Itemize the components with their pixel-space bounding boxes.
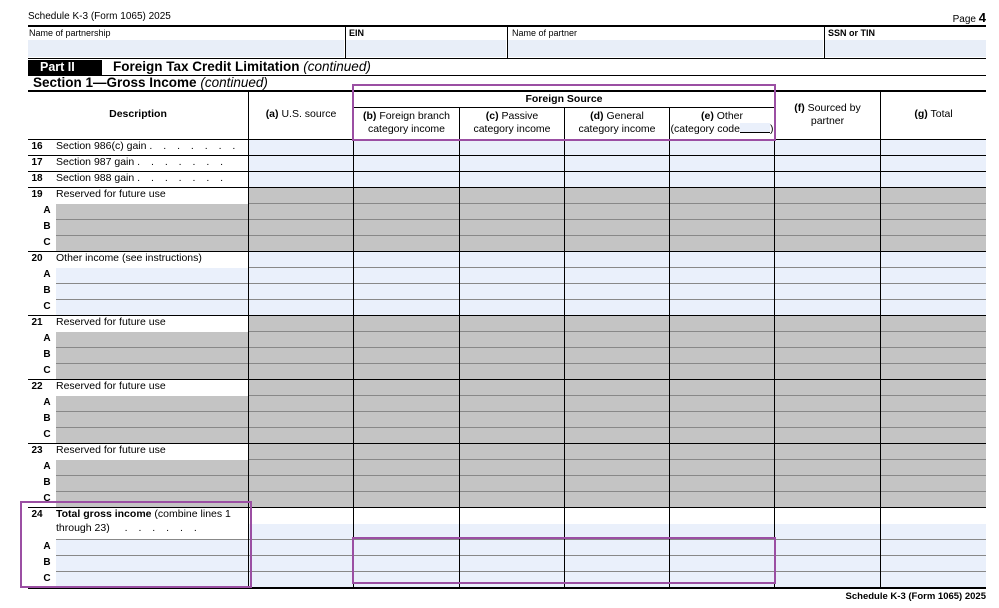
- line-17-col-c-input[interactable]: [460, 156, 564, 171]
- line-19a-desc-shade: [56, 204, 248, 219]
- page-number: 4: [978, 10, 986, 25]
- line-21-sub-c: C: [43, 365, 51, 376]
- col-b-letter: (b): [363, 110, 377, 122]
- line-21-number: 21: [31, 317, 43, 328]
- line-23-sub-a: A: [43, 461, 51, 472]
- col-f-label-1: Sourced by: [807, 102, 861, 114]
- line-21a-col-g-shade: [881, 332, 986, 347]
- line-23-sub-c: C: [43, 493, 51, 504]
- line-21a-col-b-shade: [354, 332, 459, 347]
- line-23a-col-g-shade: [881, 460, 986, 475]
- line-21-col-b-shade: [354, 316, 459, 331]
- line-20-col-a-input[interactable]: [249, 252, 353, 267]
- line-23b-col-b-shade: [354, 476, 459, 491]
- line-22c-col-f-shade: [775, 428, 880, 443]
- col-e-label-1: Other: [716, 110, 744, 122]
- line-17-col-f-input[interactable]: [775, 156, 880, 171]
- line-23c-col-b-shade: [354, 492, 459, 507]
- page-indicator: [953, 10, 986, 25]
- ssn-tin-input[interactable]: [825, 40, 986, 57]
- partner-name-input[interactable]: [508, 40, 823, 57]
- line-18-col-d-input[interactable]: [565, 172, 669, 187]
- line-21-col-g-shade: [881, 316, 986, 331]
- part-title-suffix: (continued): [303, 59, 371, 74]
- line-20b-desc-field[interactable]: [56, 284, 248, 299]
- line-16-label: [56, 140, 239, 152]
- line-22a-col-f-shade: [775, 396, 880, 411]
- line-16-col-f-input[interactable]: [775, 140, 880, 155]
- col-f-header: [775, 102, 880, 128]
- line-21c-col-g-shade: [881, 364, 986, 379]
- line-20-col-d-input[interactable]: [565, 252, 669, 267]
- line-19b-col-c-shade: [460, 220, 564, 235]
- line-22b-col-b-shade: [354, 412, 459, 427]
- line-23a-col-e-shade: [670, 460, 774, 475]
- line-17-col-b-input[interactable]: [354, 156, 459, 171]
- line-24b-col-a-input[interactable]: [249, 556, 353, 571]
- line-20c-col-e-input[interactable]: [670, 300, 774, 315]
- line-20c-col-g-input[interactable]: [881, 300, 986, 315]
- line-21b-desc-shade: [56, 348, 248, 363]
- line-24-cont-col-g-input[interactable]: [881, 524, 986, 539]
- ein-label: EIN: [349, 28, 365, 38]
- line-23b-desc-shade: [56, 476, 248, 491]
- line-19b-col-e-shade: [670, 220, 774, 235]
- col-g-header: [881, 108, 986, 121]
- col-f-letter: (f): [794, 102, 805, 114]
- col-c-letter: (c): [485, 110, 499, 122]
- line-16-dots: . . . . . . .: [149, 140, 240, 152]
- line-24-cont-col-a-input[interactable]: [249, 524, 353, 539]
- line-18-col-c-input[interactable]: [460, 172, 564, 187]
- line-23a-col-f-shade: [775, 460, 880, 475]
- line-19a-col-d-shade: [565, 204, 669, 219]
- line-20c-desc-field[interactable]: [56, 300, 248, 315]
- line-19c-col-a-shade: [249, 236, 353, 251]
- part-label: Part II: [28, 60, 102, 75]
- line-23b-col-d-shade: [565, 476, 669, 491]
- line-20-col-f-input[interactable]: [775, 252, 880, 267]
- line-20c-col-b-input[interactable]: [354, 300, 459, 315]
- line-19-col-d-shade: [565, 188, 669, 203]
- highlight-line-24-description: [20, 501, 252, 588]
- line-23-col-g-shade: [881, 444, 986, 459]
- col-g-letter: (g): [914, 108, 928, 120]
- line-20b-col-d-input[interactable]: [565, 284, 669, 299]
- col-b-label-2: category income: [367, 123, 446, 135]
- line-23c-col-a-shade: [249, 492, 353, 507]
- line-20a-col-b-input[interactable]: [354, 268, 459, 283]
- line-24a-col-f-input[interactable]: [775, 540, 880, 555]
- line-23a-col-d-shade: [565, 460, 669, 475]
- col-e-label-3: ): [769, 123, 774, 135]
- line-20b-col-f-input[interactable]: [775, 284, 880, 299]
- line-23a-col-b-shade: [354, 460, 459, 475]
- line-19a-col-f-shade: [775, 204, 880, 219]
- col-f-label-2: partner: [810, 115, 845, 127]
- line-19c-col-g-shade: [881, 236, 986, 251]
- line-19b-desc-shade: [56, 220, 248, 235]
- col-a-letter: (a): [265, 108, 279, 120]
- line-20b-col-e-input[interactable]: [670, 284, 774, 299]
- line-24c-col-g-input[interactable]: [881, 572, 986, 587]
- line-21b-col-g-shade: [881, 348, 986, 363]
- line-22b-col-g-shade: [881, 412, 986, 427]
- line-24a-col-g-input[interactable]: [881, 540, 986, 555]
- line-21-col-e-shade: [670, 316, 774, 331]
- line-22a-col-a-shade: [249, 396, 353, 411]
- line-19-sub-c: C: [43, 237, 51, 248]
- line-23c-col-f-shade: [775, 492, 880, 507]
- line-20a-col-e-input[interactable]: [670, 268, 774, 283]
- highlight-line-24-foreign-cells: [352, 537, 776, 584]
- line-20b-col-a-input[interactable]: [249, 284, 353, 299]
- line-21c-col-c-shade: [460, 364, 564, 379]
- line-20-sub-c: C: [43, 301, 51, 312]
- line-19-sub-b: B: [43, 221, 51, 232]
- foreign-source-header: Foreign Source: [525, 93, 603, 105]
- line-19c-desc-shade: [56, 236, 248, 251]
- line-23c-col-d-shade: [565, 492, 669, 507]
- line-23b-col-e-shade: [670, 476, 774, 491]
- line-24b-col-g-input[interactable]: [881, 556, 986, 571]
- line-22-col-c-shade: [460, 380, 564, 395]
- line-21a-col-e-shade: [670, 332, 774, 347]
- section-title: [33, 75, 268, 90]
- line-23c-col-e-shade: [670, 492, 774, 507]
- line-20-col-e-input[interactable]: [670, 252, 774, 267]
- line-21b-col-c-shade: [460, 348, 564, 363]
- section-title-text: Section 1—Gross Income: [33, 75, 197, 90]
- line-21-col-a-shade: [249, 316, 353, 331]
- line-23b-col-a-shade: [249, 476, 353, 491]
- line-24a-col-a-input[interactable]: [249, 540, 353, 555]
- line-18-col-a-input[interactable]: [249, 172, 353, 187]
- line-19a-col-a-shade: [249, 204, 353, 219]
- line-23-col-d-shade: [565, 444, 669, 459]
- line-23-col-a-shade: [249, 444, 353, 459]
- section-title-suffix: (continued): [200, 75, 268, 90]
- line-16-col-b-input[interactable]: [354, 140, 459, 155]
- line-19b-col-g-shade: [881, 220, 986, 235]
- line-18-dots: . . . . . . .: [137, 172, 228, 184]
- col-a-header: [249, 108, 353, 121]
- line-21c-col-d-shade: [565, 364, 669, 379]
- line-21a-desc-shade: [56, 332, 248, 347]
- line-17-col-a-input[interactable]: [249, 156, 353, 171]
- line-20a-col-g-input[interactable]: [881, 268, 986, 283]
- line-23c-col-c-shade: [460, 492, 564, 507]
- line-23-col-e-shade: [670, 444, 774, 459]
- line-24-cont-col-f-input[interactable]: [775, 524, 880, 539]
- line-17-col-e-input[interactable]: [670, 156, 774, 171]
- line-22-sub-b: B: [43, 413, 51, 424]
- line-18-text: Section 988 gain: [56, 172, 135, 184]
- line-23a-desc-shade: [56, 460, 248, 475]
- line-19c-col-c-shade: [460, 236, 564, 251]
- line-20a-col-c-input[interactable]: [460, 268, 564, 283]
- line-19a-col-c-shade: [460, 204, 564, 219]
- line-18-number: 18: [31, 173, 43, 184]
- ssn-tin-label: SSN or TIN: [828, 28, 876, 38]
- line-17-col-g-input[interactable]: [881, 156, 986, 171]
- line-20c-col-d-input[interactable]: [565, 300, 669, 315]
- line-23-label: Reserved for future use: [56, 444, 166, 456]
- line-21-sub-a: A: [43, 333, 51, 344]
- line-19-col-b-shade: [354, 188, 459, 203]
- col-g-label: Total: [930, 108, 953, 120]
- line-20a-desc-field[interactable]: [56, 268, 248, 283]
- line-16-col-a-input[interactable]: [249, 140, 353, 155]
- line-22-col-a-shade: [249, 380, 353, 395]
- line-21b-col-e-shade: [670, 348, 774, 363]
- line-22-number: 22: [31, 381, 43, 392]
- form-name-header: Schedule K-3 (Form 1065) 2025: [28, 11, 171, 22]
- line-18-col-e-input[interactable]: [670, 172, 774, 187]
- line-19a-col-e-shade: [670, 204, 774, 219]
- line-22a-col-d-shade: [565, 396, 669, 411]
- line-21a-col-c-shade: [460, 332, 564, 347]
- line-20c-col-a-input[interactable]: [249, 300, 353, 315]
- line-23b-col-f-shade: [775, 476, 880, 491]
- line-22a-desc-shade: [56, 396, 248, 411]
- line-22b-desc-shade: [56, 412, 248, 427]
- highlight-foreign-source-header: [352, 84, 776, 141]
- line-22-col-g-shade: [881, 380, 986, 395]
- line-23-number: 23: [31, 445, 43, 456]
- part-title: [113, 59, 371, 74]
- line-24-sub-a: A: [43, 541, 51, 552]
- line-21-label: Reserved for future use: [56, 316, 166, 328]
- line-24-rest-2: through 23): [56, 522, 110, 534]
- line-16-col-c-input[interactable]: [460, 140, 564, 155]
- line-21a-col-a-shade: [249, 332, 353, 347]
- line-17-label: [56, 156, 227, 168]
- part-title-text: Foreign Tax Credit Limitation: [113, 59, 300, 74]
- line-19-col-a-shade: [249, 188, 353, 203]
- col-b-label-1: Foreign branch: [379, 110, 450, 122]
- col-a-label: U.S. source: [281, 108, 337, 120]
- col-description-header: Description: [109, 108, 167, 120]
- line-18-col-b-input[interactable]: [354, 172, 459, 187]
- form-name-footer: Schedule K-3 (Form 1065) 2025: [845, 591, 986, 602]
- line-24-number: 24: [31, 509, 43, 520]
- line-21c-col-a-shade: [249, 364, 353, 379]
- col-e-label-2: (category code: [670, 123, 740, 135]
- line-23-col-f-shade: [775, 444, 880, 459]
- line-22c-col-b-shade: [354, 428, 459, 443]
- line-22a-col-e-shade: [670, 396, 774, 411]
- ein-input[interactable]: [346, 40, 506, 57]
- line-23a-col-c-shade: [460, 460, 564, 475]
- line-22a-col-c-shade: [460, 396, 564, 411]
- line-19-col-f-shade: [775, 188, 880, 203]
- line-20a-col-f-input[interactable]: [775, 268, 880, 283]
- line-24-bold: Total gross income: [56, 508, 152, 520]
- line-20b-col-g-input[interactable]: [881, 284, 986, 299]
- line-19b-col-f-shade: [775, 220, 880, 235]
- line-21b-col-f-shade: [775, 348, 880, 363]
- line-20a-col-d-input[interactable]: [565, 268, 669, 283]
- line-21-col-d-shade: [565, 316, 669, 331]
- line-22c-col-e-shade: [670, 428, 774, 443]
- col-c-label-2: category income: [473, 123, 551, 135]
- line-22-sub-a: A: [43, 397, 51, 408]
- line-19-col-c-shade: [460, 188, 564, 203]
- line-21c-desc-shade: [56, 364, 248, 379]
- col-e-letter: (e): [700, 110, 714, 122]
- line-17-dots: . . . . . . .: [137, 156, 228, 168]
- line-19-col-e-shade: [670, 188, 774, 203]
- line-20-label: Other income (see instructions): [56, 252, 202, 264]
- line-22c-col-c-shade: [460, 428, 564, 443]
- line-23-col-b-shade: [354, 444, 459, 459]
- line-23c-col-g-shade: [881, 492, 986, 507]
- line-24-rest-1: (combine lines 1: [154, 508, 231, 520]
- line-22b-col-e-shade: [670, 412, 774, 427]
- line-21c-col-e-shade: [670, 364, 774, 379]
- line-18-label: [56, 172, 227, 184]
- page-label: Page: [952, 14, 976, 25]
- line-19c-col-f-shade: [775, 236, 880, 251]
- line-18-col-g-input[interactable]: [881, 172, 986, 187]
- line-20b-col-b-input[interactable]: [354, 284, 459, 299]
- partnership-name-label: Name of partnership: [29, 28, 111, 38]
- line-22b-col-d-shade: [565, 412, 669, 427]
- line-16-col-e-input[interactable]: [670, 140, 774, 155]
- line-21b-col-d-shade: [565, 348, 669, 363]
- line-22c-col-d-shade: [565, 428, 669, 443]
- line-23-sub-b: B: [43, 477, 51, 488]
- line-20-sub-b: B: [43, 285, 51, 296]
- line-23-col-c-shade: [460, 444, 564, 459]
- line-16-col-g-input[interactable]: [881, 140, 986, 155]
- line-19-sub-a: A: [43, 205, 51, 216]
- line-19b-col-d-shade: [565, 220, 669, 235]
- line-19a-col-g-shade: [881, 204, 986, 219]
- col-d-label-1: General: [606, 110, 644, 122]
- line-20b-col-c-input[interactable]: [460, 284, 564, 299]
- line-22-col-b-shade: [354, 380, 459, 395]
- partnership-name-input[interactable]: [28, 40, 344, 57]
- line-23a-col-a-shade: [249, 460, 353, 475]
- col-d-label-2: category income: [578, 123, 656, 135]
- line-22b-col-f-shade: [775, 412, 880, 427]
- line-19b-col-a-shade: [249, 220, 353, 235]
- col-d-letter: (d): [590, 110, 604, 122]
- line-22c-col-a-shade: [249, 428, 353, 443]
- line-19-label: Reserved for future use: [56, 188, 166, 200]
- line-21a-col-d-shade: [565, 332, 669, 347]
- line-22b-col-a-shade: [249, 412, 353, 427]
- partner-name-label: Name of partner: [512, 28, 578, 38]
- line-22-sub-c: C: [43, 429, 51, 440]
- line-20c-col-c-input[interactable]: [460, 300, 564, 315]
- line-24c-col-a-input[interactable]: [249, 572, 353, 587]
- line-24b-col-f-input[interactable]: [775, 556, 880, 571]
- line-22a-col-b-shade: [354, 396, 459, 411]
- line-22-label: Reserved for future use: [56, 380, 166, 392]
- line-21-sub-b: B: [43, 349, 51, 360]
- line-19c-col-b-shade: [354, 236, 459, 251]
- line-22b-col-c-shade: [460, 412, 564, 427]
- line-20c-col-f-input[interactable]: [775, 300, 880, 315]
- line-20-sub-a: A: [43, 269, 51, 280]
- line-16-number: 16: [31, 141, 43, 152]
- line-21a-col-f-shade: [775, 332, 880, 347]
- line-22c-desc-shade: [56, 428, 248, 443]
- line-19c-col-d-shade: [565, 236, 669, 251]
- line-21-col-c-shade: [460, 316, 564, 331]
- line-19b-col-b-shade: [354, 220, 459, 235]
- line-20-col-b-input[interactable]: [354, 252, 459, 267]
- line-24-sub-b: B: [43, 557, 51, 568]
- line-20-col-g-input[interactable]: [881, 252, 986, 267]
- line-21c-col-b-shade: [354, 364, 459, 379]
- line-20a-col-a-input[interactable]: [249, 268, 353, 283]
- col-c-label-1: Passive: [501, 110, 539, 122]
- line-16-text: Section 986(c) gain: [56, 140, 147, 152]
- line-22a-col-g-shade: [881, 396, 986, 411]
- line-20-col-c-input[interactable]: [460, 252, 564, 267]
- line-19-number: 19: [31, 189, 43, 200]
- line-21c-col-f-shade: [775, 364, 880, 379]
- line-20-number: 20: [31, 253, 43, 264]
- line-22-col-d-shade: [565, 380, 669, 395]
- line-21b-col-a-shade: [249, 348, 353, 363]
- line-17-text: Section 987 gain: [56, 156, 135, 168]
- line-24-sub-c: C: [43, 573, 51, 584]
- line-24-dots: . . . . . .: [124, 522, 201, 534]
- line-19-col-g-shade: [881, 188, 986, 203]
- line-19a-col-b-shade: [354, 204, 459, 219]
- line-21b-col-b-shade: [354, 348, 459, 363]
- line-23b-col-g-shade: [881, 476, 986, 491]
- line-22c-col-g-shade: [881, 428, 986, 443]
- line-22-col-f-shade: [775, 380, 880, 395]
- line-18-col-f-input[interactable]: [775, 172, 880, 187]
- line-21-col-f-shade: [775, 316, 880, 331]
- line-24c-col-f-input[interactable]: [775, 572, 880, 587]
- line-23b-col-c-shade: [460, 476, 564, 491]
- line-22-col-e-shade: [670, 380, 774, 395]
- line-17-number: 17: [31, 157, 43, 168]
- line-16-col-d-input[interactable]: [565, 140, 669, 155]
- line-19c-col-e-shade: [670, 236, 774, 251]
- line-17-col-d-input[interactable]: [565, 156, 669, 171]
